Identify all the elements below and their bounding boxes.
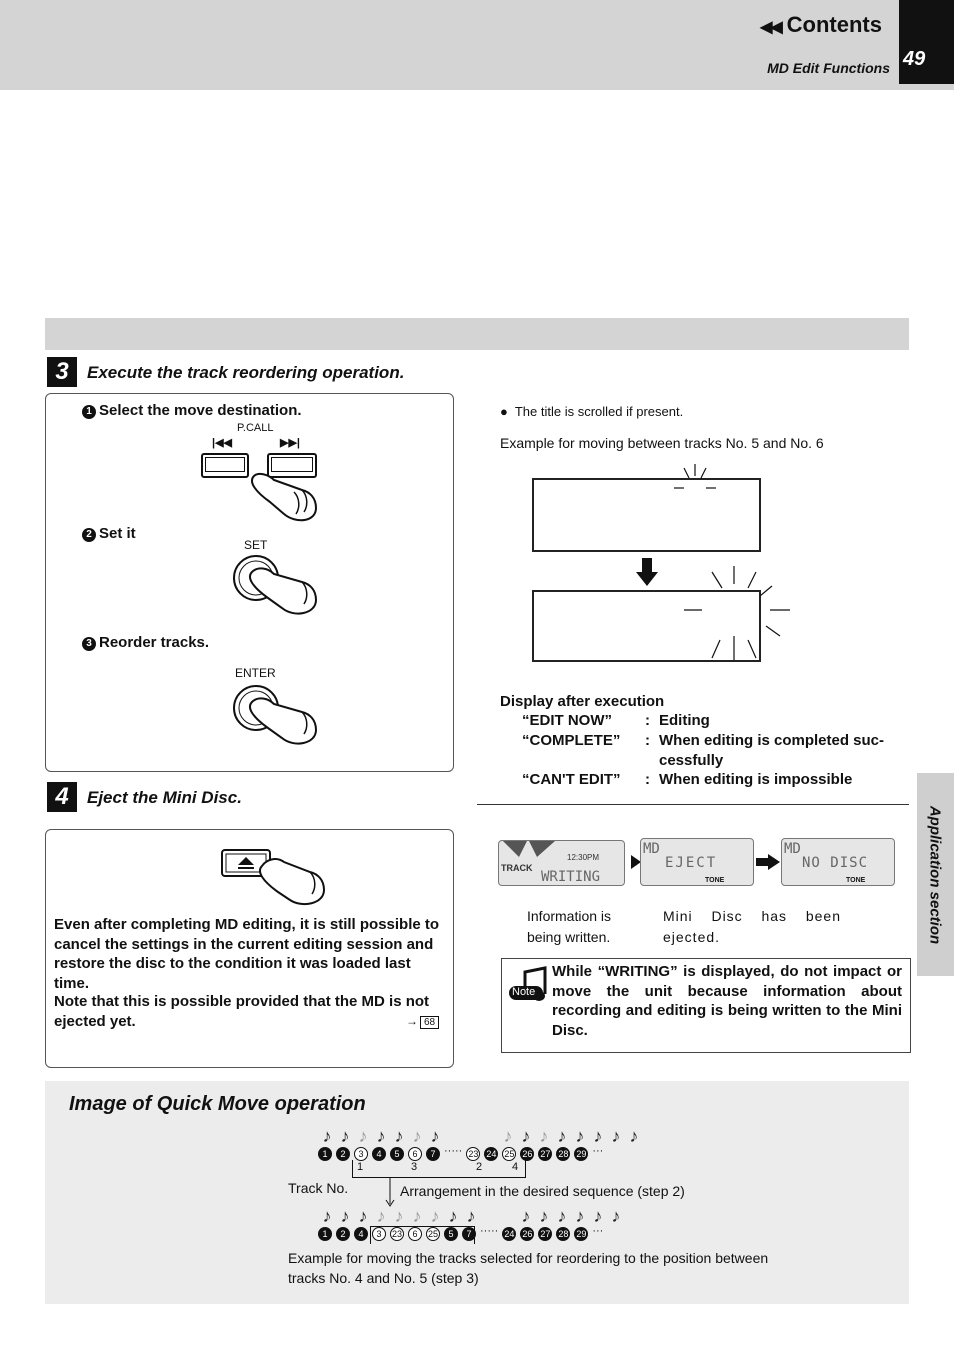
note-icon: ♪ <box>394 1206 404 1226</box>
dots: ····· <box>480 1225 499 1237</box>
d3-tone: TONE <box>846 877 866 884</box>
track-num: 6 <box>408 1227 422 1241</box>
ellipsis: ··· <box>592 1225 604 1237</box>
note-icon: ♪ <box>358 1206 368 1226</box>
arrangement-label: Arrangement in the desired sequence (step 2) <box>400 1183 685 1199</box>
track-num: 23 <box>468 1149 479 1159</box>
note-icon: ♪ <box>358 1126 368 1146</box>
pcall-label: P.CALL <box>237 422 274 434</box>
step-4-body-2: Note that this is possible provided that the MD is not ejected yet. <box>54 993 430 1030</box>
note-text: While “WRITING” is displayed, do not impact or move the unit because information about recording and editing is being written to the Mini Disc. <box>552 963 902 1039</box>
track-num: 28 <box>558 1229 569 1239</box>
note-icon: ♪ <box>448 1206 458 1226</box>
caption-writing: Information is being written. <box>527 908 612 945</box>
track-num: 3 <box>372 1227 386 1241</box>
note-icon: ♪ <box>340 1206 350 1226</box>
set-button-hand[interactable] <box>228 550 328 622</box>
display-table <box>522 712 912 791</box>
moved-bracket <box>370 1226 475 1244</box>
track-num: 27 <box>540 1149 551 1159</box>
order-label: 2 <box>476 1161 483 1173</box>
display-code: “CAN'T EDIT” <box>522 771 621 788</box>
track-numbers <box>318 1145 643 1161</box>
substep-1 <box>82 402 302 419</box>
display-desc: When editing is impossible <box>659 771 853 788</box>
contents-link[interactable] <box>760 12 882 38</box>
note-icon: ♪ <box>629 1126 639 1146</box>
note-icon: ♪ <box>322 1206 332 1226</box>
enter-label: ENTER <box>235 666 276 680</box>
display-row <box>522 732 912 752</box>
note-icon: ♪ <box>557 1126 567 1146</box>
track-num: 24 <box>504 1229 515 1239</box>
scroll-note-text: The title is scrolled if present. <box>514 404 684 419</box>
note-icon: ♪ <box>340 1126 350 1146</box>
substep-1-number: 1 <box>82 405 96 419</box>
back-arrow-icon: ◀◀ <box>760 19 781 36</box>
step-4-body: Even after completing MD editing, it is still possible to cancel the settings in the current editing session and restore the disc to the condition it was loaded last time. <box>54 916 440 992</box>
prev-track-icon: |◀◀ <box>212 437 232 449</box>
step-3-title: Execute the track reordering operation. <box>87 363 405 382</box>
enter-button-hand[interactable] <box>228 680 328 752</box>
next-track-icon: ▶▶| <box>280 437 300 449</box>
track-num: 4 <box>354 1227 368 1241</box>
note-icon: ♪ <box>430 1126 440 1146</box>
side-tab-label: Application section <box>926 805 944 945</box>
note-icon: ♪ <box>376 1206 386 1226</box>
track-num: 23 <box>391 1229 402 1239</box>
display-desc: cessfully <box>659 752 724 769</box>
note-icon: ♪ <box>611 1126 621 1146</box>
set-label: SET <box>244 538 268 552</box>
track-num: 25 <box>504 1149 515 1159</box>
blink-rays-icon <box>670 462 720 512</box>
d3-md: MD <box>784 841 801 857</box>
track-num: 29 <box>576 1229 587 1239</box>
page-ref[interactable]: → 68 <box>406 1014 439 1029</box>
note-icon: ♪ <box>575 1206 585 1226</box>
step-4-title: Eject the Mini Disc. <box>87 788 242 807</box>
d3-text: NO DISC <box>802 855 869 871</box>
display-eject <box>640 838 754 886</box>
display-sep: : <box>645 712 650 729</box>
track-num: 28 <box>558 1149 569 1159</box>
track-num: 7 <box>462 1227 476 1241</box>
track-num: 3 <box>354 1147 368 1161</box>
track-no-label: Track No. <box>288 1180 349 1196</box>
track-num: 26 <box>522 1149 533 1159</box>
note-icon: ♪ <box>539 1126 549 1146</box>
step-4-number: 4 <box>47 782 77 812</box>
note-icon: ♪ <box>521 1206 531 1226</box>
eject-button-hand[interactable] <box>220 848 330 908</box>
note-icon: ♪ <box>376 1126 386 1146</box>
contents-label: Contents <box>786 12 882 37</box>
track-num: 5 <box>390 1147 404 1161</box>
track-num: 2 <box>336 1147 350 1161</box>
quick-move-title: Image of Quick Move operation <box>69 1093 366 1115</box>
track-num: 24 <box>486 1149 497 1159</box>
display-row <box>522 712 912 732</box>
prev-button[interactable] <box>201 453 249 478</box>
display-heading: Display after execution <box>500 693 665 710</box>
d2-tone: TONE <box>705 877 725 884</box>
quick-move-caption: Example for moving the tracks selected for reordering to the position between tracks No. 4 and No. 5 (step 3) <box>288 1250 769 1286</box>
d1-track: TRACK <box>501 863 533 873</box>
track-num: 1 <box>318 1147 332 1161</box>
substep-3 <box>82 634 209 651</box>
substep-1-label: Select the move destination. <box>99 402 302 419</box>
caption-ejected: Mini Disc has been ejected. <box>663 908 841 945</box>
section-band <box>45 318 909 350</box>
track-num: 6 <box>408 1147 422 1161</box>
selection-bracket <box>352 1160 526 1178</box>
d2-text: EJECT <box>665 855 718 871</box>
dots: ····· <box>444 1145 463 1157</box>
note-icon: ♪ <box>593 1126 603 1146</box>
substep-2 <box>82 525 136 542</box>
display-code: “EDIT NOW” <box>522 712 612 729</box>
d2-md: MD <box>643 841 660 857</box>
display-row <box>522 771 912 791</box>
note-icon: ♪ <box>539 1206 549 1226</box>
note-icon: ♪ <box>412 1126 422 1146</box>
down-arrow-icon <box>636 558 658 588</box>
substep-3-number: 3 <box>82 637 96 651</box>
page-ref-number: 68 <box>420 1016 439 1029</box>
scroll-note: ● The title is scrolled if present. <box>500 404 684 419</box>
display-no-disc <box>781 838 895 886</box>
display-desc: Editing <box>659 712 710 729</box>
track-num: 25 <box>427 1229 438 1239</box>
note-icon: ♪ <box>394 1126 404 1146</box>
note-icon: ♪ <box>557 1206 567 1226</box>
arrow-down-icon <box>384 1178 396 1208</box>
display-row <box>522 752 912 771</box>
note-label: Note <box>512 986 536 998</box>
divider <box>477 804 909 805</box>
page-number: 49 <box>899 0 954 84</box>
disc-segment-icon <box>499 841 559 861</box>
section-title: MD Edit Functions <box>767 60 890 76</box>
track-num: 27 <box>540 1229 551 1239</box>
blink-rays-ok-icon <box>680 564 792 664</box>
substep-2-label: Set it <box>99 525 136 542</box>
note-icon: ♪ <box>412 1206 422 1226</box>
sequence-original <box>318 1126 643 1161</box>
note-icon: ♪ <box>521 1126 531 1146</box>
substep-2-number: 2 <box>82 528 96 542</box>
note-icon: ♪ <box>430 1206 440 1226</box>
display-sep <box>645 752 659 771</box>
note-icon: ♪ <box>575 1126 585 1146</box>
display-sep: : <box>645 771 650 788</box>
step-3-number: 3 <box>47 357 77 387</box>
note-icon: ♪ <box>503 1126 513 1146</box>
note-icon: ♪ <box>466 1206 476 1226</box>
pointing-hand-icon <box>244 468 324 526</box>
display-desc: When editing is completed suc- <box>659 732 885 749</box>
order-label: 4 <box>512 1161 519 1173</box>
d1-text: WRITING <box>541 869 601 885</box>
substep-3-label: Reorder tracks. <box>99 634 210 651</box>
track-num: 26 <box>522 1229 533 1239</box>
lcd-display-1 <box>532 478 761 552</box>
notes-row <box>318 1206 625 1227</box>
d1-time: 12:30PM <box>567 853 600 862</box>
ellipsis: ··· <box>592 1145 604 1157</box>
track-num: 1 <box>318 1227 332 1241</box>
display-writing <box>498 840 625 886</box>
note-icon: ♪ <box>322 1126 332 1146</box>
notes-row <box>318 1126 643 1147</box>
order-label: 1 <box>357 1161 364 1173</box>
track-num: 29 <box>576 1149 587 1159</box>
track-num: 7 <box>426 1147 440 1161</box>
right-arrow-icon <box>756 854 780 870</box>
display-code: “COMPLETE” <box>522 732 621 749</box>
display-code <box>522 752 645 771</box>
note-icon: ♪ <box>611 1206 621 1226</box>
order-label: 3 <box>411 1161 418 1173</box>
track-num: 5 <box>444 1227 458 1241</box>
track-num: 4 <box>372 1147 386 1161</box>
example-text: Example for moving between tracks No. 5 and No. 6 <box>500 435 824 451</box>
note-icon: ♪ <box>593 1206 603 1226</box>
track-num: 2 <box>336 1227 350 1241</box>
display-sep: : <box>645 732 650 749</box>
